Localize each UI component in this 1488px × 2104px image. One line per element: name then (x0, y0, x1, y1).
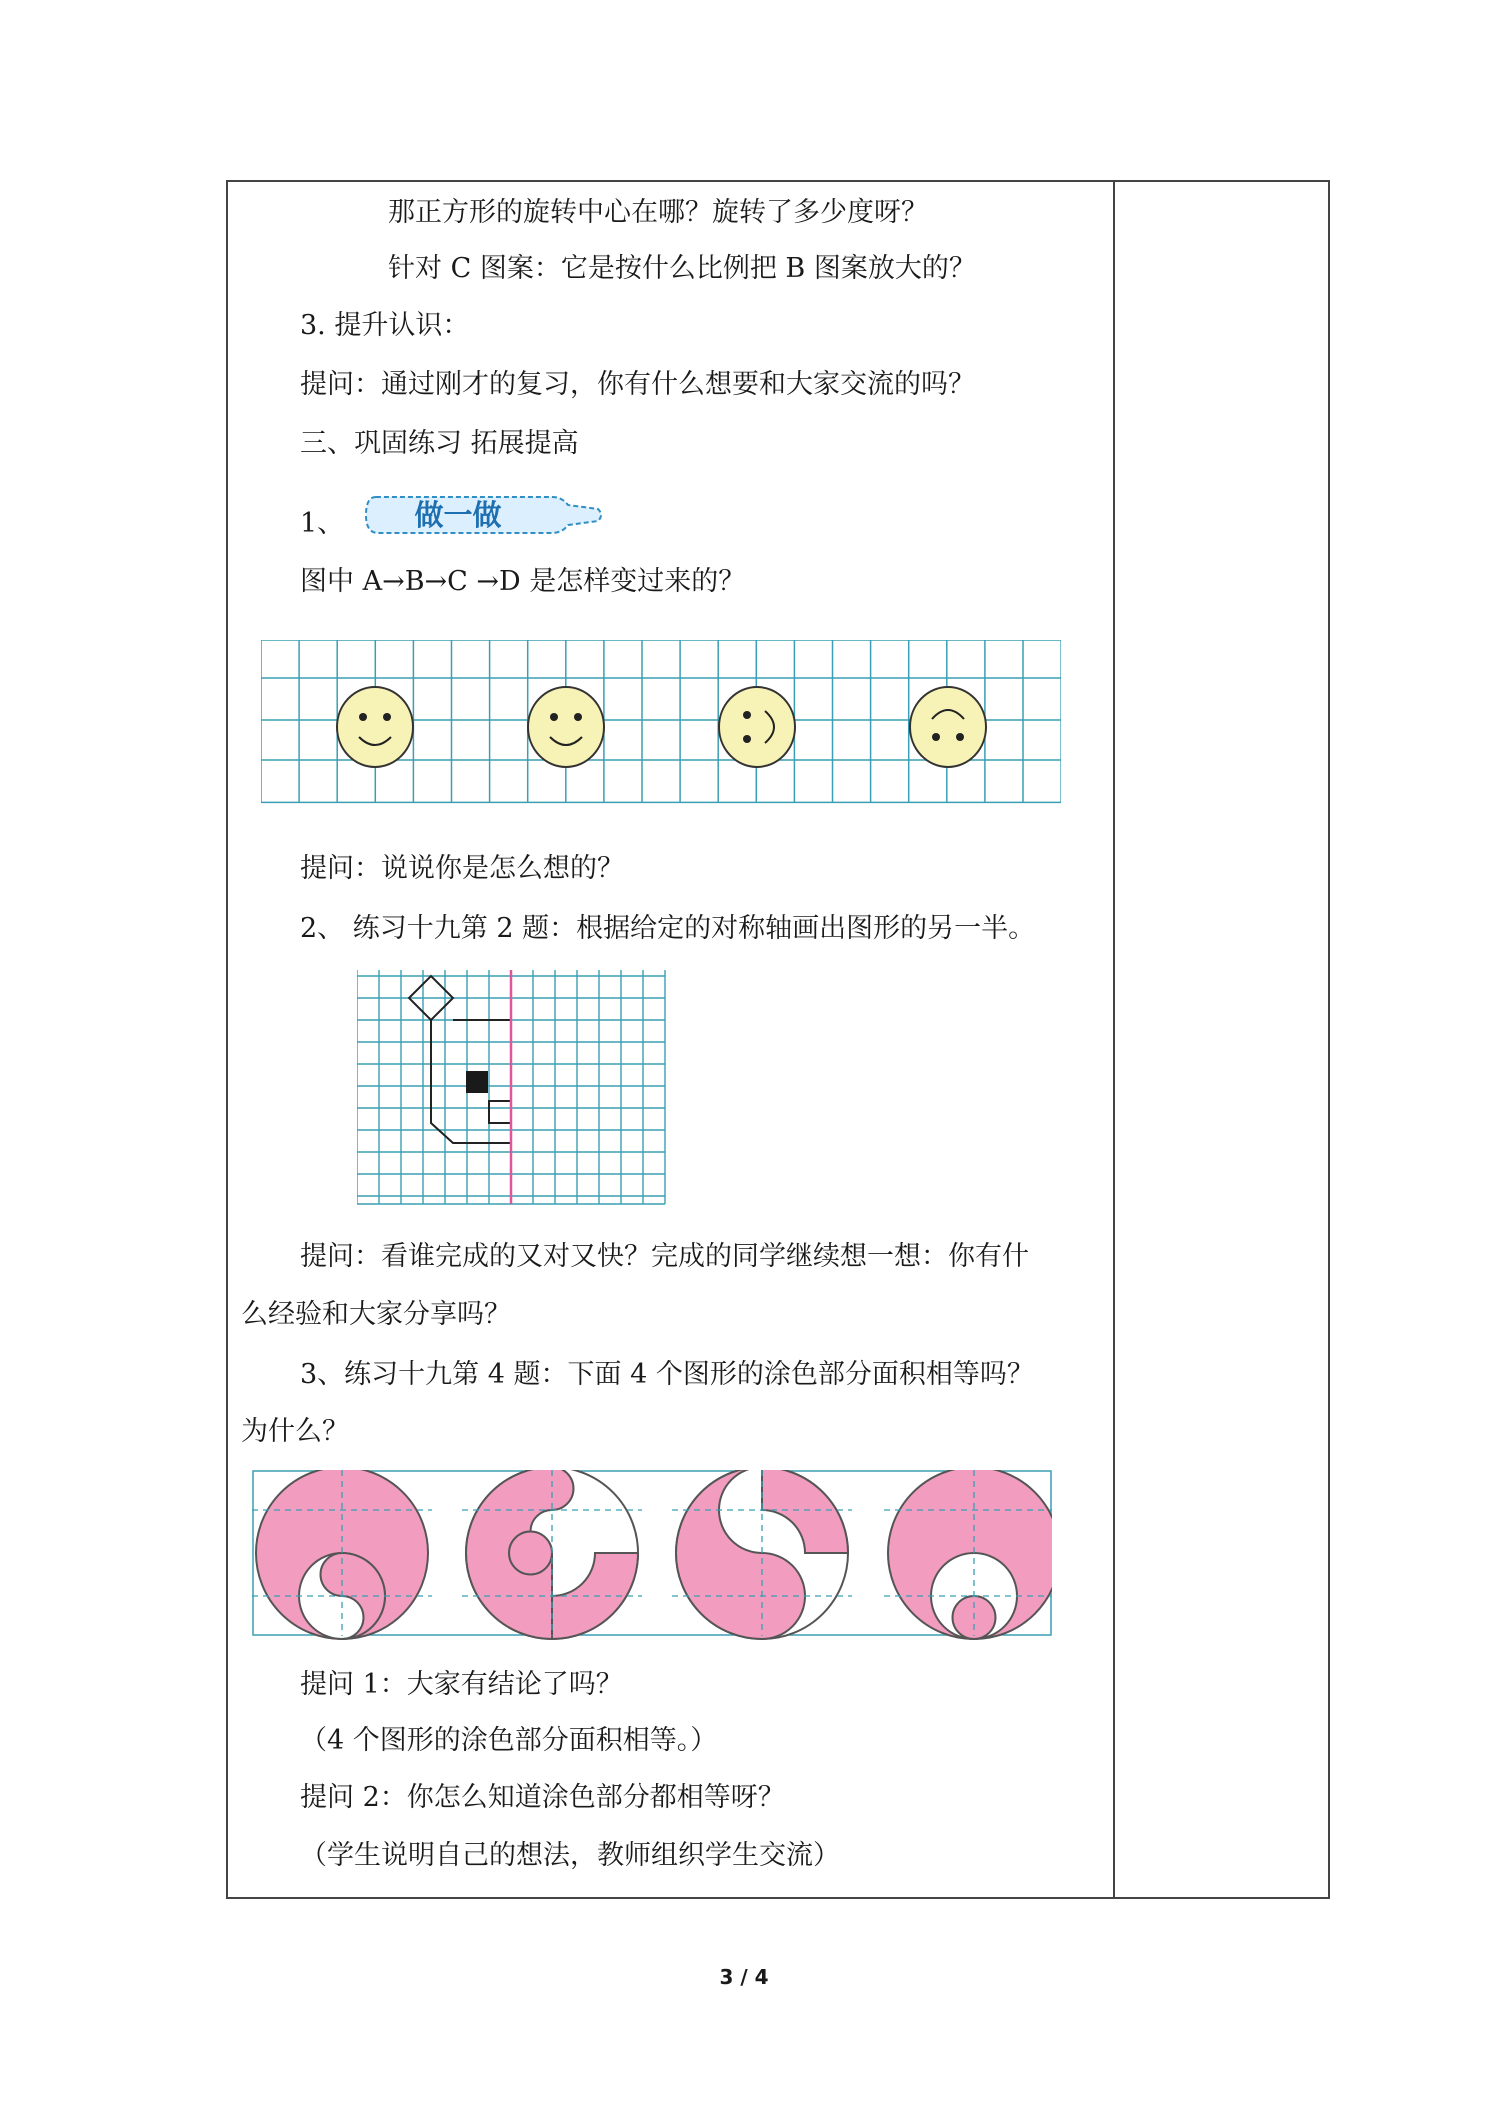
shaded-circles-figure (252, 1470, 1052, 1640)
black-square (466, 1071, 488, 1093)
reason-question: 提问 2：你怎么知道涂色部分都相等呀？ (300, 1782, 785, 1813)
smiley-c (719, 687, 795, 767)
badge-label: 做一做 (414, 498, 502, 532)
smiley-b (528, 687, 604, 767)
symmetry-grid-figure (357, 970, 677, 1210)
item-2-question: 2、 练习十九第 2 题：根据给定的对称轴画出图形的另一半。 (300, 913, 1036, 944)
text-line-4: 提问：通过刚才的复习，你有什么想要和大家交流的吗？ (300, 369, 975, 400)
text-line-1: 那正方形的旋转中心在哪？旋转了多少度呀？ (388, 197, 928, 228)
text-line-3: 3. 提升认识： (300, 310, 470, 341)
item-3-question-a: 3、练习十九第 4 题：下面 4 个图形的涂色部分面积相等吗？ (300, 1359, 1034, 1390)
circle-figure-1 (252, 1470, 432, 1639)
smiley-grid-figure (261, 640, 1061, 810)
reason-answer: （学生说明自己的想法，教师组织学生交流） (300, 1840, 840, 1871)
conclusion-question: 提问 1：大家有结论了吗？ (300, 1669, 623, 1700)
circle-figure-3 (672, 1470, 852, 1639)
section-heading: 三、巩固练习 拓展提高 (300, 428, 579, 459)
item-3-question-b: 为什么？ (241, 1416, 349, 1447)
circle-figure-4 (884, 1470, 1052, 1639)
page-number: 3 / 4 (719, 1965, 769, 1989)
circle-figure-2 (462, 1470, 642, 1639)
item-2-prompt-a: 提问：看谁完成的又对又快？完成的同学继续想一想：你有什 (300, 1241, 1029, 1272)
item-1-prompt: 提问：说说你是怎么想的？ (300, 853, 624, 884)
item-1-number: 1、 (300, 508, 345, 539)
badge-zuo-yi-zuo (362, 493, 606, 537)
item-2-prompt-b: 么经验和大家分享吗？ (241, 1299, 511, 1330)
smiley-a (337, 687, 413, 767)
table-column-divider (1113, 180, 1115, 1899)
conclusion-answer: （4 个图形的涂色部分面积相等。） (300, 1725, 718, 1756)
smiley-d (910, 687, 986, 767)
item-1-question: 图中 A→B→C →D 是怎样变过来的？ (300, 566, 746, 597)
half-figure-outline (409, 976, 511, 1143)
text-line-2: 针对 C 图案：它是按什么比例把 B 图案放大的？ (388, 253, 976, 284)
